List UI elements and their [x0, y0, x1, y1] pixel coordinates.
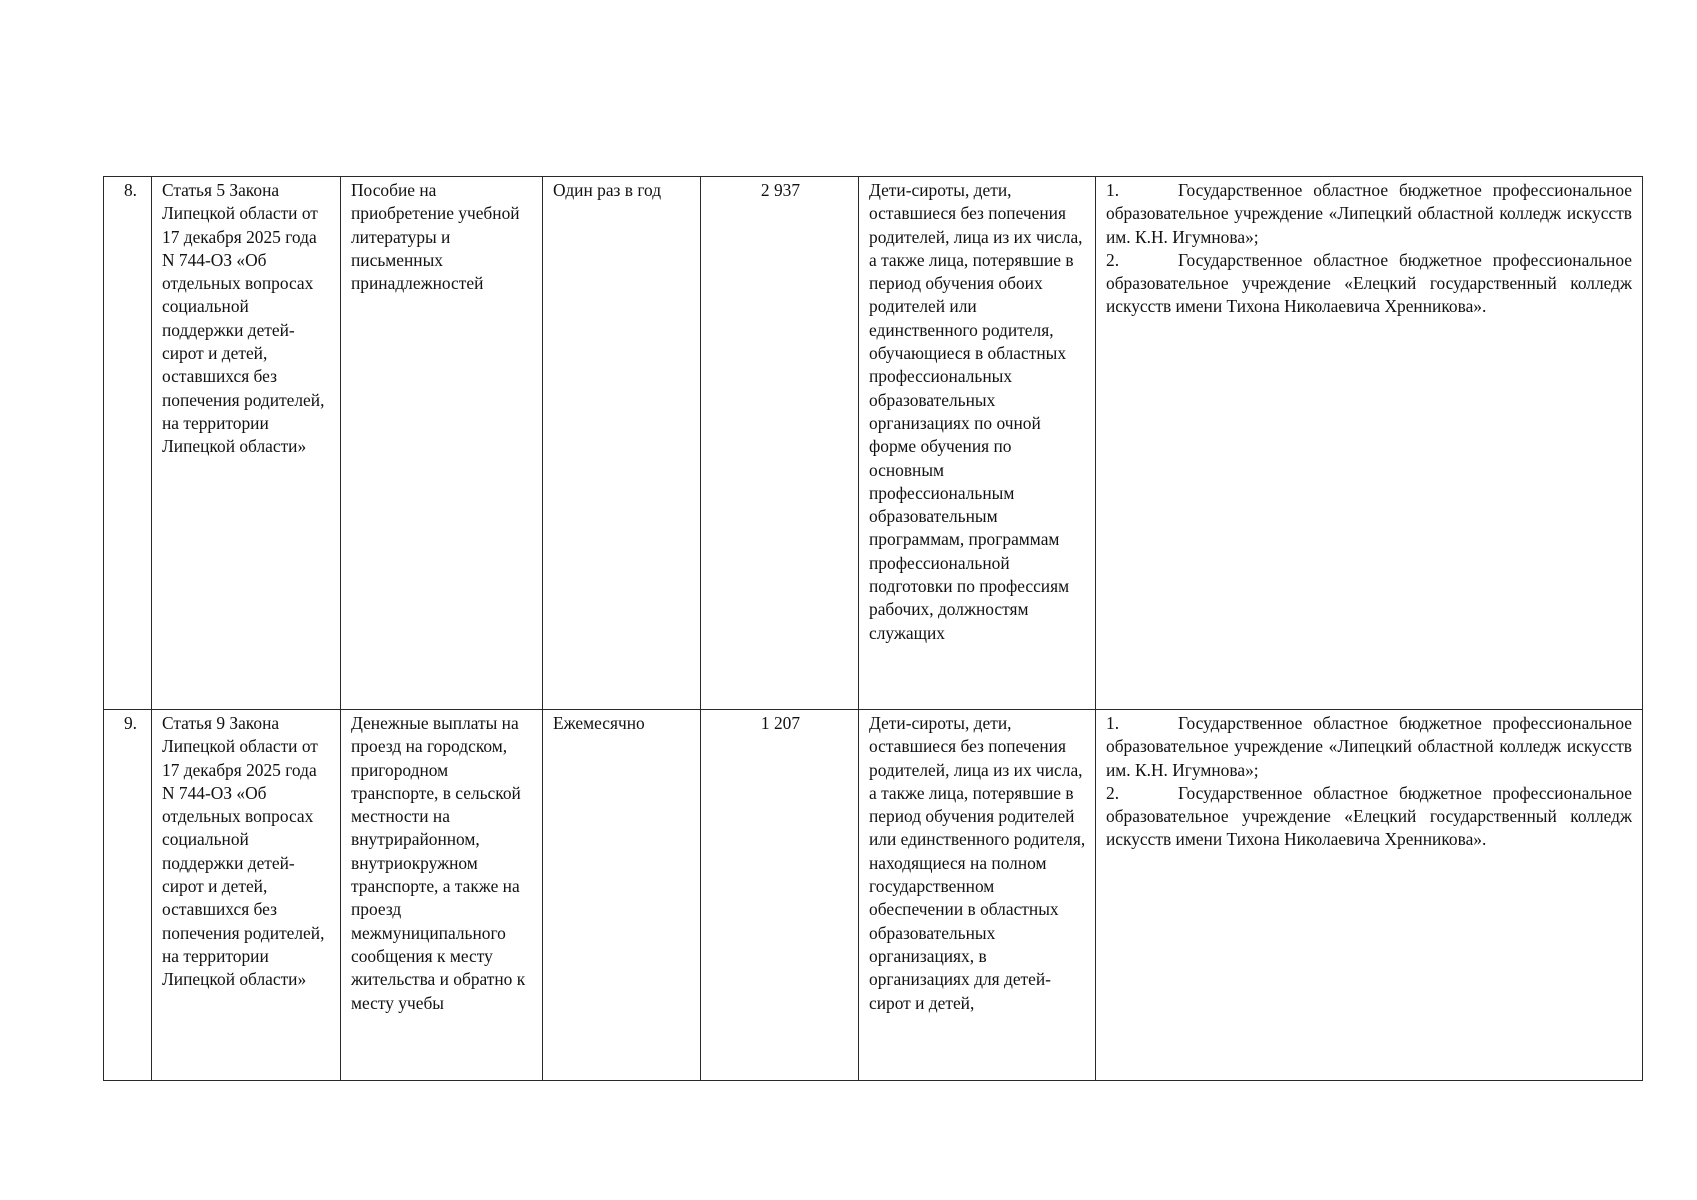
- recipients: Дети-сироты, дети, оставшиеся без попечения родителей, лица из их числа, а также лица, потерявшие в период обучения родителей или единственного родителя, находящиеся на полном государственном обеспечении в областных образовательных организациях, в организациях для детей-сирот и детей,: [859, 710, 1096, 1081]
- organization-text: Государственное областное бюджетное профессиональное образовательное учреждение «Липецкий областной колледж искусств им. К.Н. Игумнова»;: [1106, 713, 1632, 780]
- organization-number: 1.: [1106, 713, 1120, 733]
- payment-frequency: Один раз в год: [543, 177, 701, 710]
- organizations: [1096, 710, 1643, 1081]
- organization-number: 2.: [1106, 782, 1120, 803]
- table-row: [104, 177, 1643, 710]
- recipients: Дети-сироты, дети, оставшиеся без попечения родителей, лица из их числа, а также лица, потерявшие в период обучения обоих родителей или единственного родителя, обучающиеся в областных профессиональных образовательных организациях по очной форме обучения по основным профессиональным образовательным программам, программам профессиональной подготовки по профессиям рабочих, должностям служащих: [859, 177, 1096, 710]
- row-number: 8.: [104, 177, 152, 710]
- benefits-table: [103, 176, 1643, 1081]
- payment-amount: 2 937: [701, 177, 859, 710]
- law-reference: Статья 5 Закона Липецкой области от 17 декабря 2025 года N 744-ОЗ «Об отдельных вопросах социальной поддержки детей-сирот и детей, оставшихся без попечения родителей, на территории Липецкой области»: [152, 177, 341, 710]
- organization-item: [1106, 712, 1632, 782]
- benefit-name: Денежные выплаты на проезд на городском, пригородном транспорте, в сельской местности на внутрирайонном, внутриокружном транспорте, а также на проезд межмуниципального сообщения к месту жительства и обратно к месту учебы: [341, 710, 543, 1081]
- payment-frequency: Ежемесячно: [543, 710, 701, 1081]
- table-row: [104, 710, 1643, 1081]
- payment-amount: 1 207: [701, 710, 859, 1081]
- organization-number: 1.: [1106, 180, 1120, 200]
- organization-text: Государственное областное бюджетное профессиональное образовательное учреждение «Липецкий областной колледж искусств им. К.Н. Игумнова»;: [1106, 180, 1632, 247]
- organization-text: Государственное областное бюджетное профессиональное образовательное учреждение «Елецкий государственный колледж искусств имени Тихона Николаевича Хренникова».: [1106, 249, 1632, 317]
- organizations: [1096, 177, 1643, 710]
- organization-item: [1106, 782, 1632, 852]
- organization-text: Государственное областное бюджетное профессиональное образовательное учреждение «Елецкий государственный колледж искусств имени Тихона Николаевича Хренникова».: [1106, 782, 1632, 850]
- organization-item: [1106, 249, 1632, 319]
- organization-item: [1106, 179, 1632, 249]
- benefit-name: Пособие на приобретение учебной литературы и письменных принадлежностей: [341, 177, 543, 710]
- organization-number: 2.: [1106, 249, 1120, 270]
- row-number: 9.: [104, 710, 152, 1081]
- law-reference: Статья 9 Закона Липецкой области от 17 декабря 2025 года N 744-ОЗ «Об отдельных вопросах социальной поддержки детей-сирот и детей, оставшихся без попечения родителей, на территории Липецкой области»: [152, 710, 341, 1081]
